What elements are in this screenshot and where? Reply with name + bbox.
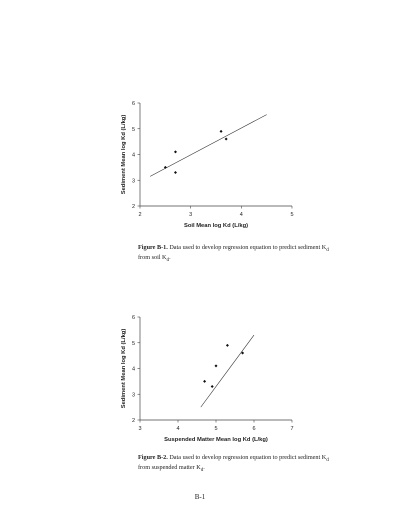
y-tick-label: 2 (131, 204, 135, 210)
y-tick-label: 2 (131, 418, 135, 424)
x-tick-label: 7 (290, 426, 294, 432)
page-number: B-1 (194, 493, 206, 501)
x-tick-label: 2 (138, 212, 142, 218)
y-tick-label: 5 (131, 340, 135, 347)
x-tick-label: 5 (290, 212, 294, 218)
y-tick-label: 3 (131, 178, 135, 185)
caption-subscript: d (166, 257, 170, 264)
y-axis-title: Sediment Mean log Kd (L/kg) (121, 114, 127, 195)
x-tick-label: 3 (138, 426, 142, 432)
y-tick-label: 4 (131, 152, 135, 159)
y-tick-label: 3 (131, 392, 135, 399)
y-axis-title: Sediment Mean log Kd (L/kg) (121, 328, 127, 409)
figure-b1-caption-text: . (169, 254, 171, 262)
y-tick-label: 4 (131, 366, 135, 373)
figure-b1-caption-text: from soil K (138, 254, 167, 262)
x-tick-label: 4 (176, 426, 180, 432)
data-point (211, 385, 214, 388)
caption-subscript: d (326, 457, 329, 464)
x-axis-title: Soil Mean log Kd (L/kg) (183, 223, 249, 229)
figure-b2-caption-text: Data used to develop regression equation to predict sediment K (169, 454, 327, 461)
x-axis-title: Suspended Matter Mean log Kd (L/kg) (164, 437, 268, 443)
data-point (226, 344, 229, 347)
y-tick-label: 6 (131, 101, 135, 107)
figure-b2-caption-text: . (203, 464, 205, 472)
x-tick-label: 6 (252, 426, 256, 432)
figure-b2-caption (138, 454, 338, 474)
data-point (215, 364, 218, 367)
figure-b1-caption-text: Data used to develop regression equation to predict sediment K (169, 244, 327, 251)
y-tick-label: 5 (131, 126, 135, 133)
figure-b1-caption (138, 244, 338, 264)
figure-b2-label: Figure B-2. (138, 454, 168, 461)
data-point (203, 380, 206, 383)
x-tick-label: 3 (189, 212, 193, 218)
caption-subscript: d (200, 467, 204, 474)
x-tick-label: 4 (239, 212, 243, 218)
x-tick-label: 5 (214, 426, 218, 432)
y-tick-label: 6 (131, 315, 135, 321)
figure-b2-caption-text: from suspended matter K (138, 464, 201, 472)
figure-b1-label: Figure B-1. (138, 244, 168, 251)
caption-subscript: d (326, 247, 329, 254)
